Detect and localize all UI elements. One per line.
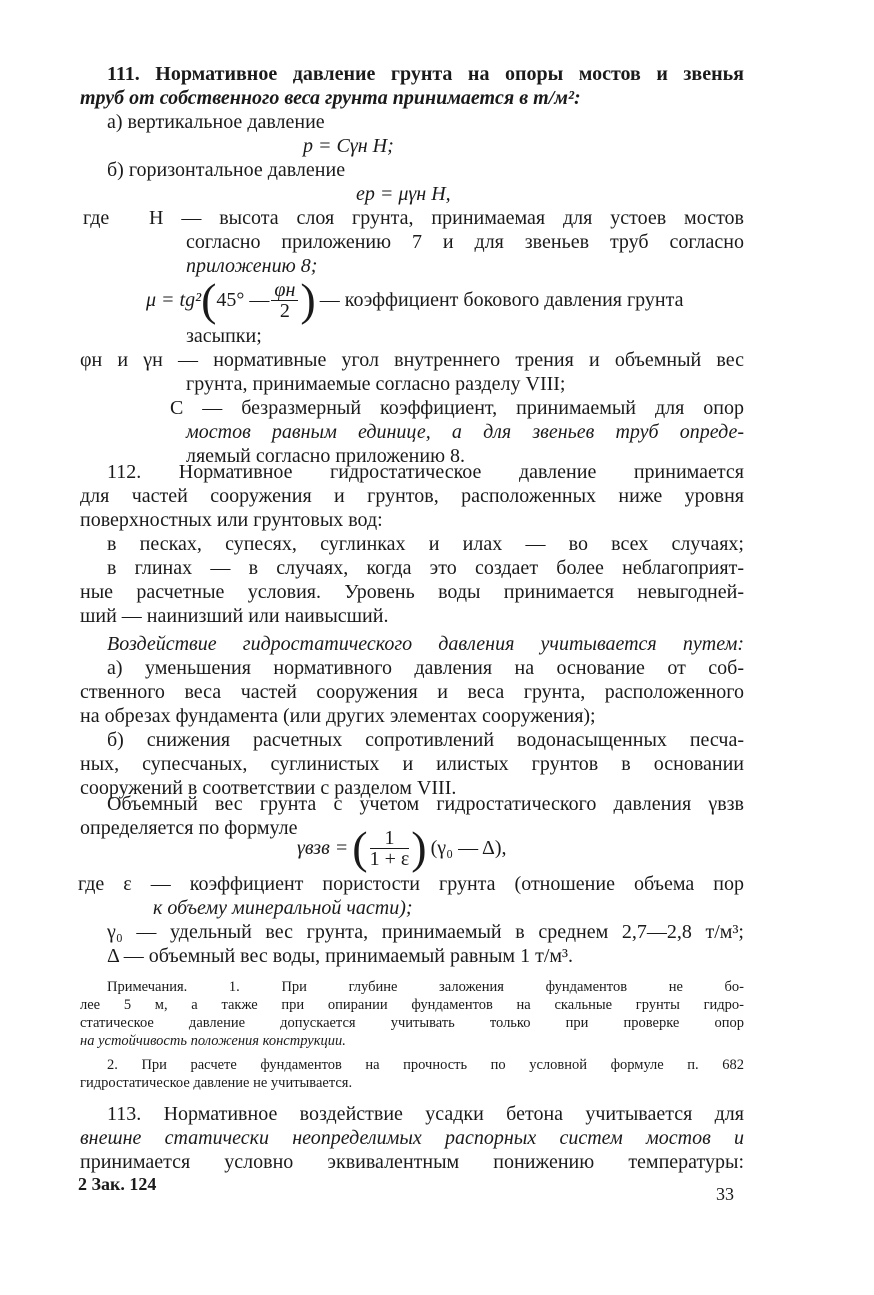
text-line: труб от собственного веса грунта принимается в т/м²: <box>80 87 581 109</box>
formula-gamma-vzv <box>297 822 597 874</box>
text-line: а) уменьшения нормативного давления на основание от соб- <box>107 657 744 679</box>
text-line: в песках, супесях, суглинках и илах — во всех случаях; <box>107 533 744 555</box>
fraction <box>370 828 410 869</box>
text-line: сооружений в соответствии с разделом VIII. <box>80 777 457 799</box>
text-line: ший — наинизший или наивысший. <box>80 605 389 627</box>
note-line: на устойчивость положения конструкции. <box>80 1033 346 1049</box>
text-line: поверхностных или грунтовых вод: <box>80 509 383 531</box>
formula-mu <box>146 276 744 324</box>
formula-part: μ = tg² <box>146 289 202 311</box>
paren-close: ) <box>411 822 427 873</box>
text-line: φн и γн — нормативные угол внутреннего трения и объемный вес <box>80 349 744 371</box>
text-line: мостов равным единице, а для звеньев труб опреде- <box>186 421 744 443</box>
text-line: приложению 8; <box>186 255 318 277</box>
text-line: в глинах — в случаях, когда это создает более неблагоприят- <box>107 557 744 579</box>
text-line: а) вертикальное давление <box>107 111 325 133</box>
text-line: Объемный вес грунта с учетом гидростатического давления γвзв <box>107 793 744 815</box>
text-line: внешне статически неопределимых распорных систем мостов и <box>80 1127 744 1149</box>
text-line: H — высота слоя грунта, принимаемая для устоев мостов <box>149 207 744 229</box>
printer-signature: 2 Зак. 124 <box>78 1174 157 1194</box>
note-line: лее 5 м, а также при опирании фундаментов на скальные грунты гидро- <box>80 997 744 1013</box>
paren-close: ) <box>300 274 316 325</box>
fraction-numerator: 1 <box>370 828 410 849</box>
paren-open: ( <box>352 822 368 873</box>
note-line: Примечания. 1. При глубине заложения фундаментов не бо- <box>107 979 744 995</box>
text-line: принимается условно эквивалентным понижению температуры: <box>80 1151 744 1173</box>
formula-horizontal-pressure: eр = μγн H, <box>356 183 451 205</box>
fraction-denominator: 2 <box>279 299 290 322</box>
formula-part: (γ₀ — Δ), <box>430 837 507 859</box>
formula-part: — коэффициент бокового давления грунта <box>319 289 684 311</box>
section-111-heading: 111. Нормативное давление грунта на опоры мостов и звенья <box>107 63 744 85</box>
text-line: грунта, принимаемые согласно разделу VIII; <box>186 373 566 395</box>
text-line: ственного веса частей сооружения и веса грунта, расположенного <box>80 681 744 703</box>
text-line: ляемый согласно приложению 8. <box>186 445 466 467</box>
formula-vertical-pressure: p = Cγн H; <box>303 135 394 157</box>
paren-open: ( <box>201 274 217 325</box>
note-line: статическое давление допускается учитывать только при проверке опор <box>80 1015 744 1031</box>
text-line: ные расчетные условия. Уровень воды принимается невыгодней- <box>80 581 744 603</box>
section-112-heading: 112. Нормативное гидростатическое давление принимается <box>107 461 744 483</box>
text-line: засыпки; <box>186 325 262 347</box>
text-line: на обрезах фундамента (или других элементах сооружения); <box>80 705 596 727</box>
text-line: согласно приложению 7 и для звеньев труб согласно <box>186 231 744 253</box>
text-line: где <box>83 207 110 229</box>
text-line: к объему минеральной части); <box>153 897 413 919</box>
text-line: для частей сооружения и грунтов, расположенных ниже уровня <box>80 485 744 507</box>
text-line: определяется по формуле <box>80 817 298 839</box>
text-line: б) горизонтальное давление <box>107 159 346 181</box>
text-line: C — безразмерный коэффициент, принимаемый для опор <box>170 397 744 419</box>
fraction-numerator: φн <box>271 280 298 301</box>
text-line: Воздействие гидростатического давления учитывается путем: <box>107 633 744 655</box>
page-number: 33 <box>716 1184 734 1204</box>
text-line: б) снижения расчетных сопротивлений водонасыщенных песча- <box>107 729 744 751</box>
section-113-heading: 113. Нормативное воздействие усадки бетона учитывается для <box>107 1103 744 1125</box>
text-line: γ₀ — удельный вес грунта, принимаемый в среднем 2,7—2,8 т/м³; <box>107 921 744 943</box>
text-line: ных, супесчаных, суглинистых и илистых грунтов в основании <box>80 753 744 775</box>
text-line: где ε — коэффициент пористости грунта (отношение объема пор <box>78 873 744 895</box>
note-line: гидростатическое давление не учитывается. <box>80 1075 353 1091</box>
fraction-denominator: 1 + ε <box>369 847 410 870</box>
formula-part: γвзв = <box>297 837 349 859</box>
formula-part: 45° — <box>216 289 270 311</box>
fraction <box>271 280 298 321</box>
text-line: Δ — объемный вес воды, принимаемый равным 1 т/м³. <box>107 945 574 967</box>
note-line: 2. При расчете фундаментов на прочность по условной формуле п. 682 <box>107 1057 744 1073</box>
